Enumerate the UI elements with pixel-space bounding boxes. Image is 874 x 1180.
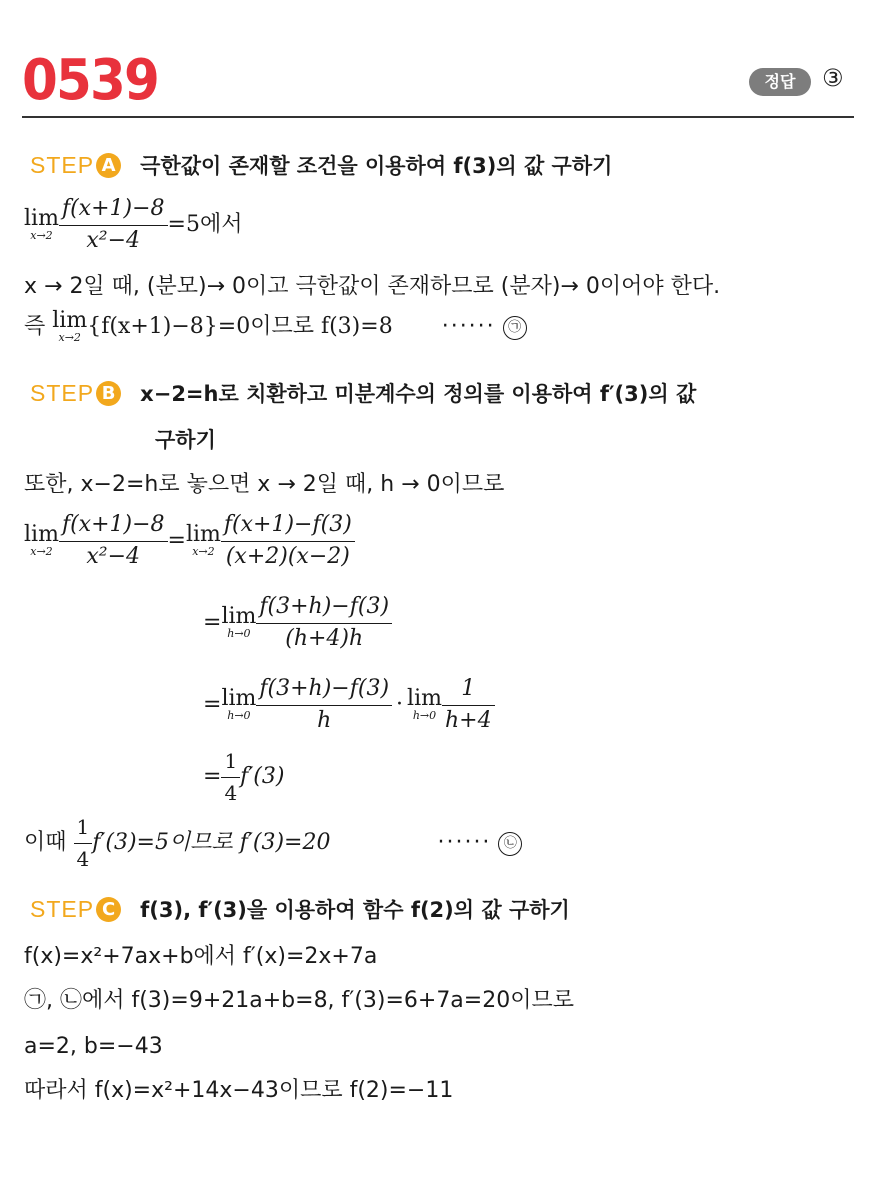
step-c-line3: a=2, b=−43 <box>24 1034 163 1059</box>
step-title-line1: x−2=h로 치환하고 미분계수의 정의를 이용하여 f′(3)의 값 <box>140 382 697 406</box>
step-a-line2: x → 2일 때, (분모)→ 0이고 극한값이 존재하므로 (분자)→ 0이어야 한다. <box>24 274 721 299</box>
answer-badge: 정답 <box>749 68 811 96</box>
step-title: f(3), f′(3)을 이용하여 함수 f(2)의 값 구하기 <box>140 898 570 922</box>
step-b-conclusion: 이때 $\frac{1}{4}$ f′(3)=5이므로 f′(3)=20 ······ ㉡ <box>24 814 522 872</box>
lim-operator: lim x→2 <box>52 308 88 344</box>
step-b-row2: = lim h→0 $\frac{f(3+h)-f(3)}{(h+4)h}$ <box>203 594 392 652</box>
step-label: STEP <box>30 380 95 406</box>
step-c-line4: 따라서 f(x)=x²+14x−43이므로 f(2)=−11 <box>24 1078 454 1103</box>
problem-number: 0539 <box>22 48 159 113</box>
step-title: 극한값이 존재할 조건을 이용하여 f(3)의 값 구하기 <box>140 154 613 178</box>
circle-mark-a: ㉠ <box>503 316 527 340</box>
answer-value: ③ <box>822 64 844 92</box>
step-letter-c: C <box>96 897 121 922</box>
step-b-row4: = $\frac{1}{4}$ f′(3) <box>203 749 285 805</box>
step-b-intro: 또한, x−2=h로 놓으면 x → 2일 때, h → 0이므로 <box>24 472 505 497</box>
step-c-heading <box>30 894 570 924</box>
step-b-row1: lim x→2 $\frac{f(x+1)-8}{\text{x²−4}}$ = lim x→2 $\frac{f(x+1)-f(3)}{(x+2)(x-2)}$ <box>24 512 355 570</box>
fraction: $\frac{f(x+1)-8}{\text{x²−4}}$ <box>59 196 168 254</box>
step-a-line3: 즉 lim x→2 {f(x+1)−8}=0이므로 f(3)=8 ······ ㉠ <box>24 310 527 344</box>
step-title-line2: 구하기 <box>155 428 216 452</box>
step-a-heading <box>30 150 612 180</box>
step-c-line1: f(x)=x²+7ax+b에서 f′(x)=2x+7a <box>24 944 378 969</box>
step-b-row3: = lim h→0 $\frac{f(3+h)-f(3)}{h}$ · lim h→0 $\frac{1}{h+4}$ <box>203 676 495 734</box>
step-letter-b: B <box>96 381 121 406</box>
step-c-line2: ㉠, ㉡에서 f(3)=9+21a+b=8, f′(3)=6+7a=20이므로 <box>24 988 574 1013</box>
step-letter-a: A <box>96 153 121 178</box>
step-b-heading <box>30 378 696 408</box>
lim-operator: lim x→2 <box>24 206 59 242</box>
step-a-eq1: lim x→2 $\frac{f(x+1)-8}{\text{x²−4}}$ =5에서 <box>24 196 243 253</box>
header-divider <box>22 116 854 118</box>
step-label: STEP <box>30 152 95 178</box>
step-label: STEP <box>30 896 95 922</box>
circle-mark-b: ㉡ <box>498 832 522 856</box>
